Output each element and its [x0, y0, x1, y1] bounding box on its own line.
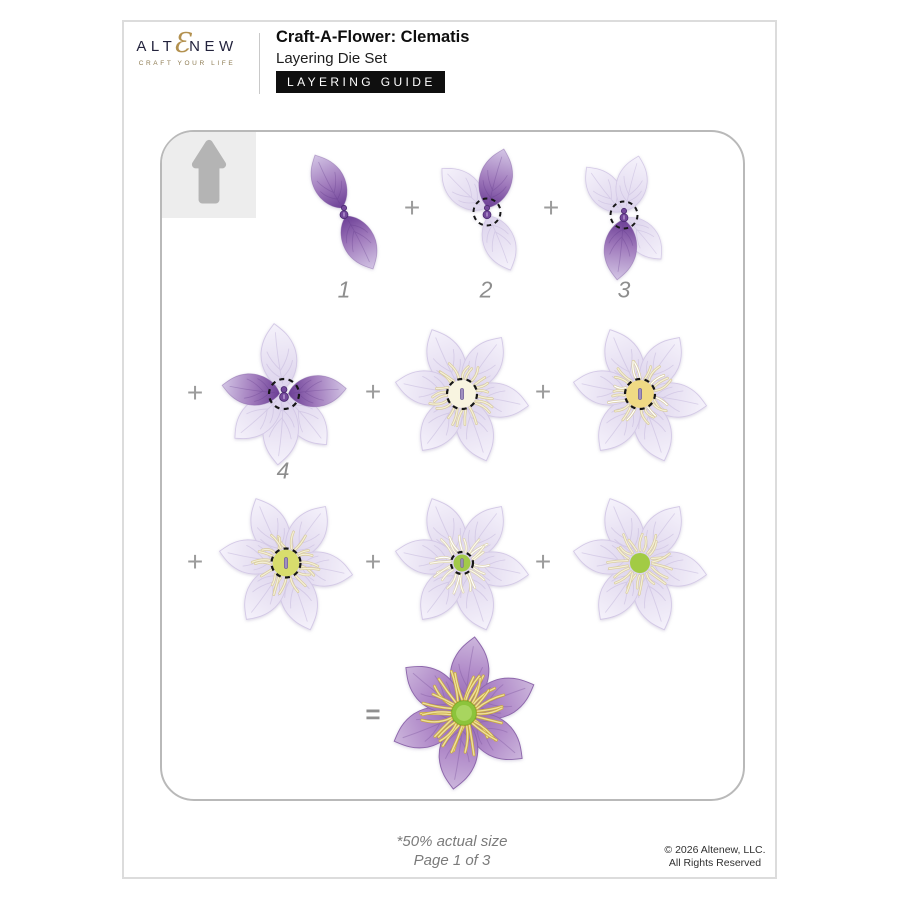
step-8-layered-flower — [377, 478, 547, 648]
step-3-label: 3 — [617, 276, 631, 303]
plus-operator: + — [534, 546, 552, 577]
step-7-layered-flower — [201, 478, 371, 648]
plus-operator: + — [403, 192, 421, 223]
page-subtitle: Layering Die Set — [276, 50, 387, 67]
step-5-layered-flower — [377, 309, 547, 479]
footer-note — [352, 832, 552, 870]
step-4-layered-flower — [199, 309, 369, 479]
plus-operator: + — [364, 376, 382, 407]
step-6-layered-flower — [555, 309, 725, 479]
step-1-label: 1 — [337, 276, 351, 303]
copyright-line2: All Rights Reserved — [668, 857, 762, 869]
copyright — [650, 844, 780, 870]
altenew-logo — [128, 27, 246, 67]
scale-note: *50% actual size — [396, 833, 508, 850]
page-indicator: Page 1 of 3 — [413, 852, 491, 869]
page-title: Craft-A-Flower: Clematis — [276, 28, 470, 46]
die-cut-up-arrow-icon — [179, 137, 239, 213]
step-3-layered-petals — [539, 130, 709, 300]
layering-guide-badge: LAYERING GUIDE — [276, 71, 445, 93]
step-9-layered-flower — [555, 478, 725, 648]
step-2-label: 2 — [479, 276, 493, 303]
logo-text-left: ALT — [136, 38, 177, 55]
plus-operator: + — [186, 546, 204, 577]
logo-wordmark: ALT Ɛ NEW — [136, 27, 238, 59]
final-assembled-flower — [379, 628, 549, 798]
plus-operator: + — [534, 376, 552, 407]
header-divider — [259, 33, 260, 94]
plus-operator: + — [542, 192, 560, 223]
plus-operator: + — [186, 377, 204, 408]
logo-tagline: CRAFT YOUR LIFE — [138, 60, 236, 67]
equals-operator: = — [365, 699, 381, 729]
step-4-label: 4 — [276, 457, 290, 484]
logo-text-right: NEW — [189, 38, 238, 55]
copyright-line1: © 2026 Altenew, LLC. — [664, 844, 766, 856]
plus-operator: + — [364, 546, 382, 577]
die-cut-corner-tile — [162, 132, 256, 218]
